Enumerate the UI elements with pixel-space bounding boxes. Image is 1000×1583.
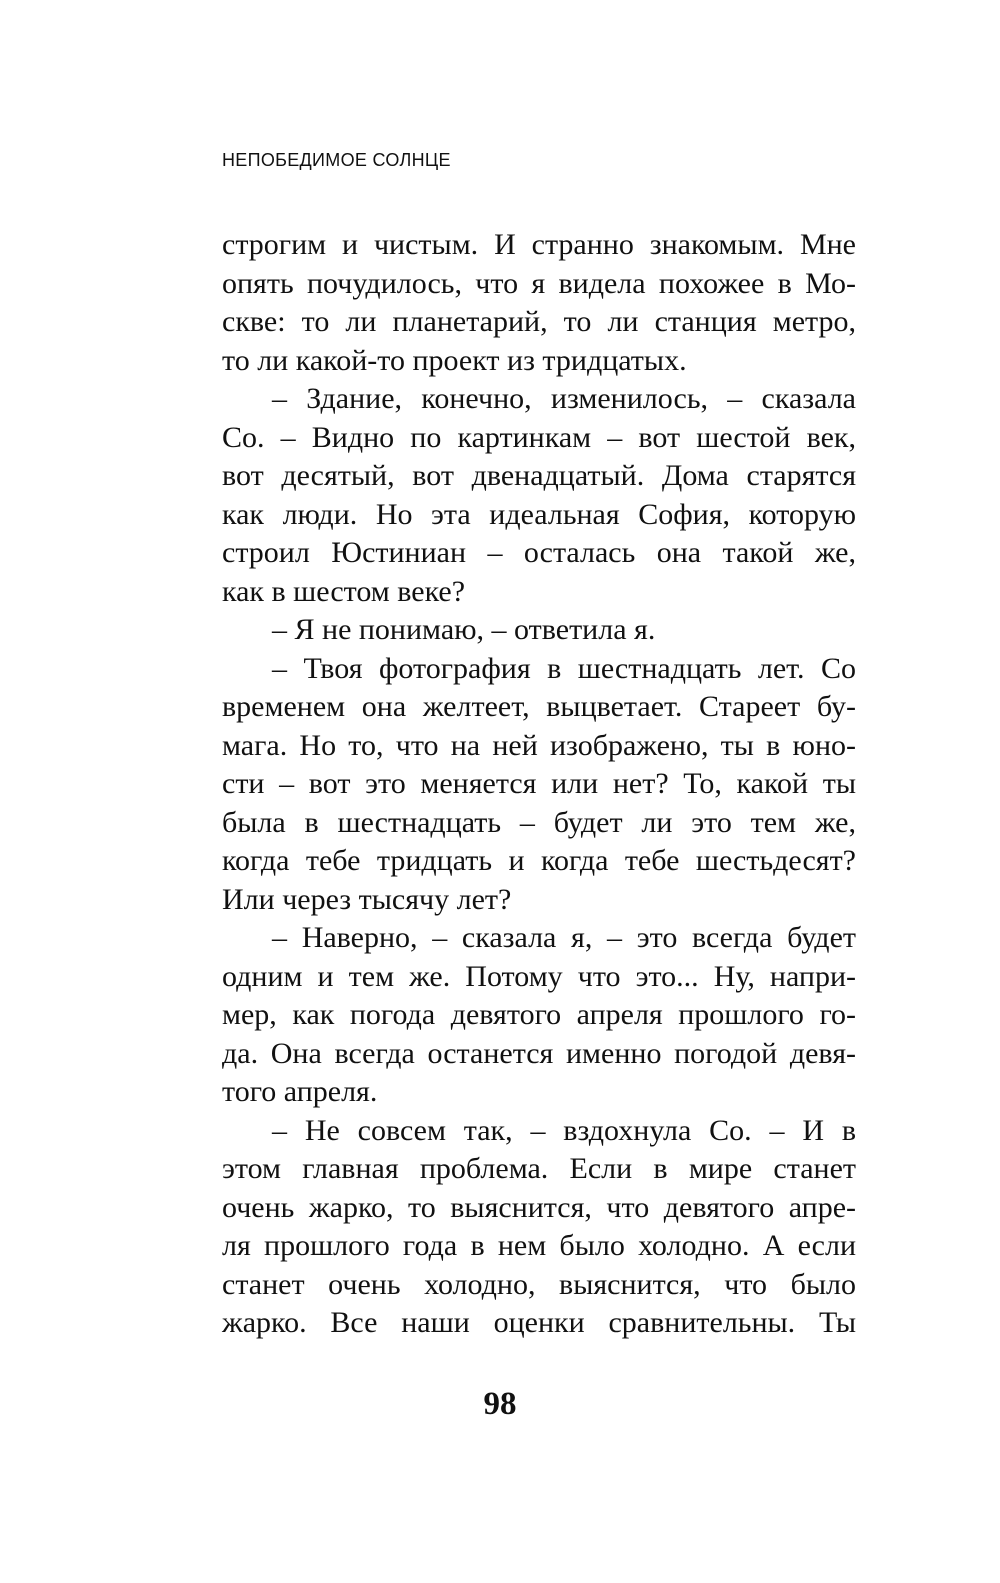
text-line: мер, как погода девятого апреля прошлого го- <box>222 998 856 1031</box>
text-line: станет очень холодно, выяснится, что было <box>222 1267 856 1301</box>
text-line: временем она желтеет, выцветает. Стареет бу- <box>222 690 856 723</box>
text-line: строил Юстиниан – осталась она такой же, <box>222 536 856 569</box>
text-line: Или через тысячу лет? <box>222 882 512 916</box>
text-line: мага. Но то, что на ней изображено, ты в юно- <box>222 728 856 762</box>
text-line: – Я не понимаю, – ответила я. <box>272 613 656 646</box>
text-line: да. Она всегда останется именно погодой девя- <box>222 1036 856 1070</box>
text-line: сти – вот это меняется или нет? То, какой ты <box>222 767 856 800</box>
text-line: как люди. Но эта идеальная София, которую <box>222 497 856 531</box>
text-line: была в шестнадцать – будет ли это тем же, <box>222 805 856 839</box>
text-line: как в шестом веке? <box>222 574 466 608</box>
text-line: – Здание, конечно, изменилось, – сказала <box>272 382 856 415</box>
text-line: скве: то ли планетарий, то ли станция метро, <box>222 305 856 338</box>
text-line: опять почудилось, что я видела похожее в Мо- <box>222 266 856 300</box>
text-line: Со. – Видно по картинкам – вот шестой век, <box>222 420 856 454</box>
text-line: – Твоя фотография в шестнадцать лет. Со <box>272 651 856 685</box>
text-line: строгим и чистым. И странно знакомым. Мне <box>222 228 856 261</box>
text-line: ля прошлого года в нем было холодно. А если <box>222 1229 856 1262</box>
text-line: когда тебе тридцать и когда тебе шестьдесят? <box>222 844 856 877</box>
body-text <box>222 226 856 1343</box>
page-number: 98 <box>483 1386 517 1422</box>
running-head: НЕПОБЕДИМОЕ СОЛНЦЕ <box>222 150 451 170</box>
text-line: этом главная проблема. Если в мире станет <box>222 1152 856 1185</box>
text-line: того апреля. <box>222 1075 378 1108</box>
text-line: вот десятый, вот двенадцатый. Дома старятся <box>222 459 856 492</box>
text-line: очень жарко, то выяснится, что девятого апре- <box>222 1190 856 1224</box>
text-line: – Наверно, – сказала я, – это всегда будет <box>272 921 856 954</box>
text-line: то ли какой-то проект из тридцатых. <box>222 343 687 377</box>
text-line: – Не совсем так, – вздохнула Со. – И в <box>272 1113 856 1147</box>
text-line: жарко. Все наши оценки сравнительны. Ты <box>222 1306 856 1339</box>
text-line: одним и тем же. Потому что это... Ну, напри- <box>222 959 856 993</box>
